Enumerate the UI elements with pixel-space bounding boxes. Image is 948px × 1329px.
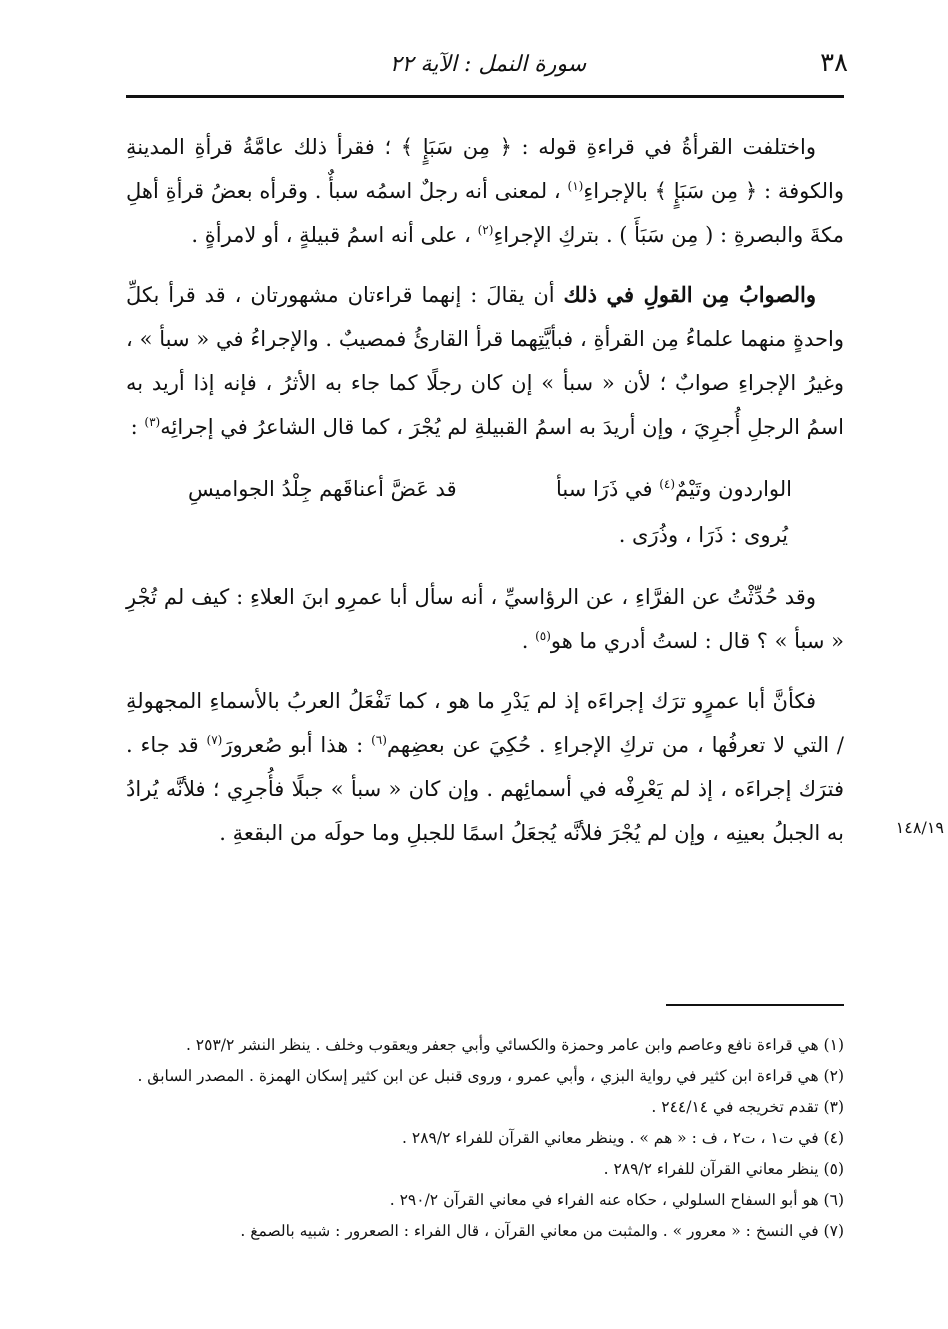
paragraph-2-text-b: : xyxy=(130,415,138,439)
footnote-5: (٥) ينظر معاني القرآن للفراء ٢٨٩/٢ . xyxy=(603,1160,844,1178)
paragraph-2-lead: والصوابُ مِن القولِ في ذلك xyxy=(563,282,816,307)
page-number: ٣٨ xyxy=(820,48,848,78)
footnote-7: (٧) في النسخ : « معرور » . والمثبت من معاني القرآن ، قال الفراء : الصعرور : شبيه بالصمغ . xyxy=(240,1222,844,1240)
paragraph-1-text-b: ، لمعنى أنه رجلٌ اسمُه سبأٌ . وقرأه بعضُ قرأةِ أهلِ مكةَ والبصرةِ : ( مِن سَبَأَ ) . بتركِ الإجراءِ xyxy=(126,179,844,247)
paragraph-4-text-b: : هذا أبو صُعرورَ xyxy=(222,733,364,757)
footnote-rule xyxy=(666,1004,844,1006)
paragraph-2-text-a: أن يقالَ : إنهما قراءتان مشهورتان ، قد قرأ بكلِّ واحدةٍ منهما علماءُ مِن القرأةِ ، فبأيَّتِهما قرأ القارئُ فمصيبٌ . والإجراءُ في « سبأ » ، وغيرُ الإجراءِ صوابٌ ؛ لأن « سبأ » إن كان رجلًا كما جاء به الأثرُ ، فإنه إذا أريد به اسمُ الرجلِ أُجرِيَ ، وإن أريدَ به اسمُ القبيلةِ لم يُجْرَ ، كما قال الشاعرُ في إجرائِه xyxy=(126,283,844,439)
footnote-ref-7[interactable]: (٧) xyxy=(206,733,223,747)
footnote-3: (٣) تقدم تخريجه في ٢٤٤/١٤ . xyxy=(651,1098,844,1116)
page-header xyxy=(128,42,848,88)
poem-verse xyxy=(126,465,844,513)
footnote-ref-3[interactable]: (٣) xyxy=(144,415,161,429)
paragraph-3-text-b: . xyxy=(521,629,529,653)
paragraph-2 xyxy=(126,273,844,449)
footnote-6: (٦) هو أبو السفاح السلولي ، حكاه عنه الفراء في معاني القرآن ٢٩٠/٢ . xyxy=(389,1191,844,1209)
paragraph-3-text-a: وقد حُدِّثْتُ عن الفرَّاءِ ، عن الرؤاسيِّ ، أنه سأل أبا عمرِو ابنَ العلاءِ : كيف لم تُجْرِ « سبأ » ؟ قال : لستُ أدري ما هو xyxy=(126,585,844,653)
variant-reading: يُروى : ذَرَا ، وذُرَى . xyxy=(618,523,788,547)
poem-second-hemistich: قد عَضَّ أعناقَهم جِلْدُ الجواميسِ xyxy=(188,477,457,501)
footnote-ref-2[interactable]: (٢) xyxy=(477,223,494,237)
footnote-ref-6[interactable]: (٦) xyxy=(371,733,387,747)
margin-reference: ١٤٨/١٩ xyxy=(895,818,944,837)
paragraph-4-text-a: فكأنَّ أبا عمرٍو ترَك إجراءَه إذ لم يَدْرِ ما هو ، كما تَفْعَلُ العربُ بالأسماءِ المجهولةِ / التي لا تعرفُها ، من تركِ الإجراءِ . حُكِيَ عن بعضِهم xyxy=(126,689,844,757)
paragraph-4 xyxy=(126,679,844,855)
footnote-1: (١) هي قراءة نافع وعاصم وابن عامر وحمزة والكسائي وأبي جعفر ويعقوب وخلف . ينظر النشر ٢٥٣/٢ . xyxy=(185,1036,844,1054)
footnote-ref-1[interactable]: (١) xyxy=(567,179,584,193)
footnotes xyxy=(126,1030,844,1247)
footnote-4: (٤) في ت١ ، ت٢ ، ف : « هم » . وينظر معاني القرآن للفراء ٢٨٩/٢ . xyxy=(402,1129,844,1147)
header-rule xyxy=(126,95,844,98)
poem-first-hemistich-b: في ذَرَا سبأ xyxy=(555,477,653,501)
poem-first-hemistich xyxy=(556,467,792,511)
footnote-2: (٢) هي قراءة ابن كثير في رواية البزي ، وأبي عمرو ، وروى قنبل عن ابن كثير إسكان الهمزة . المصدر السابق . xyxy=(137,1067,844,1085)
poem-first-hemistich-a: الواردون وتَيْمٌ xyxy=(675,477,792,501)
footnote-ref-5[interactable]: (٥) xyxy=(535,629,551,643)
main-text xyxy=(126,125,844,871)
footnote-ref-4[interactable]: (٤) xyxy=(659,477,676,491)
paragraph-4-text-c: قد جاء . فترَك إجراءَه ، إذ لم يَعْرِفْه في أسمائِهم . وإن كان « سبأ » جبلًا فأُجرِي ؛ فلأنَّه يُرادُ به الجبلُ بعينِه ، وإن لم يُجْرَ فلأنَّه يُجعَلُ اسمًا للجبلِ وما حولَه من البقعةِ . xyxy=(126,733,844,845)
paragraph-3 xyxy=(126,575,844,663)
running-title: سورة النمل : الآية ٢٢ xyxy=(389,52,587,77)
paragraph-1-text-c: ، على أنه اسمُ قبيلةٍ ، أو لامرأةٍ . xyxy=(191,223,471,247)
paragraph-1 xyxy=(126,125,844,257)
paragraph-1-text-a: واختلفت القرأةُ في قراءةِ قوله : ﴿ مِن سَبَإٍ ﴾ ؛ فقرأ ذلك عامَّةُ قرأةِ المدينةِ والكوفة : ﴿ مِن سَبَإٍ ﴾ بالإجراءِ xyxy=(126,135,844,203)
